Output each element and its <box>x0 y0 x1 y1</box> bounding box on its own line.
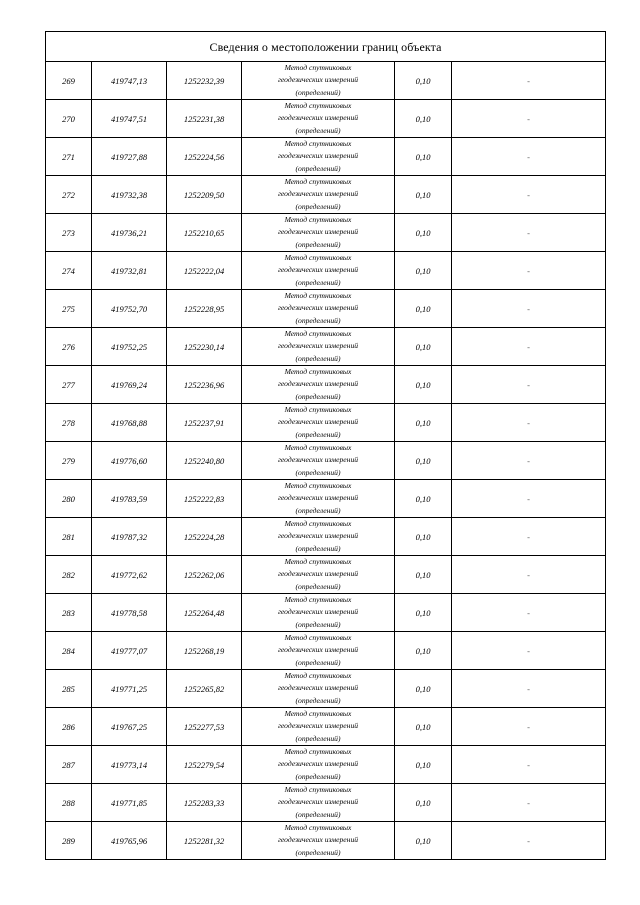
coordinate-x: 419778,58 <box>92 594 167 632</box>
accuracy-value: 0,10 <box>395 214 452 252</box>
coordinate-x: 419747,51 <box>92 100 167 138</box>
table-row <box>46 670 606 708</box>
accuracy-value: 0,10 <box>395 290 452 328</box>
method-line: геодезических измерений <box>277 265 359 275</box>
table-row <box>46 62 606 100</box>
method-line: Метод спутниковых <box>284 519 352 529</box>
determination-method <box>242 252 395 290</box>
determination-method <box>242 518 395 556</box>
point-number: 277 <box>46 366 92 404</box>
method-line: Метод спутниковых <box>284 215 352 225</box>
coordinate-y: 1252222,83 <box>167 480 242 518</box>
accuracy-value: 0,10 <box>395 556 452 594</box>
coordinate-x: 419787,32 <box>92 518 167 556</box>
determination-method <box>242 784 395 822</box>
method-line: Метод спутниковых <box>284 823 352 833</box>
table-row <box>46 784 606 822</box>
point-description: - <box>452 480 606 518</box>
point-number: 281 <box>46 518 92 556</box>
point-number: 270 <box>46 100 92 138</box>
accuracy-value: 0,10 <box>395 632 452 670</box>
coordinate-x: 419736,21 <box>92 214 167 252</box>
method-line: геодезических измерений <box>277 721 359 731</box>
point-description: - <box>452 556 606 594</box>
point-description: - <box>452 100 606 138</box>
coordinate-x: 419752,70 <box>92 290 167 328</box>
table-row <box>46 252 606 290</box>
table-row <box>46 556 606 594</box>
method-line: (определений) <box>295 695 341 705</box>
table-row <box>46 328 606 366</box>
method-line: (определений) <box>295 809 341 819</box>
coordinate-y: 1252262,06 <box>167 556 242 594</box>
coordinate-x: 419727,88 <box>92 138 167 176</box>
method-line: геодезических измерений <box>277 113 359 123</box>
point-number: 274 <box>46 252 92 290</box>
coordinate-x: 419771,85 <box>92 784 167 822</box>
coordinate-y: 1252222,04 <box>167 252 242 290</box>
boundary-points-table <box>45 31 606 860</box>
coordinate-x: 419767,25 <box>92 708 167 746</box>
point-description: - <box>452 214 606 252</box>
point-description: - <box>452 442 606 480</box>
point-number: 279 <box>46 442 92 480</box>
determination-method <box>242 746 395 784</box>
method-line: Метод спутниковых <box>284 139 352 149</box>
method-line: Метод спутниковых <box>284 291 352 301</box>
point-description: - <box>452 176 606 214</box>
method-line: Метод спутниковых <box>284 785 352 795</box>
method-line: Метод спутниковых <box>284 709 352 719</box>
coordinate-y: 1252268,19 <box>167 632 242 670</box>
coordinate-y: 1252231,38 <box>167 100 242 138</box>
coordinate-x: 419776,60 <box>92 442 167 480</box>
method-line: геодезических измерений <box>277 835 359 845</box>
coordinate-x: 419772,62 <box>92 556 167 594</box>
table-row <box>46 594 606 632</box>
method-line: (определений) <box>295 353 341 363</box>
coordinate-x: 419769,24 <box>92 366 167 404</box>
method-line: геодезических измерений <box>277 417 359 427</box>
point-description: - <box>452 746 606 784</box>
coordinate-y: 1252281,32 <box>167 822 242 860</box>
point-number: 280 <box>46 480 92 518</box>
method-line: геодезических измерений <box>277 189 359 199</box>
method-line: (определений) <box>295 391 341 401</box>
method-line: (определений) <box>295 505 341 515</box>
coordinate-y: 1252277,53 <box>167 708 242 746</box>
coordinate-y: 1252236,96 <box>167 366 242 404</box>
method-line: (определений) <box>295 201 341 211</box>
accuracy-value: 0,10 <box>395 366 452 404</box>
point-number: 286 <box>46 708 92 746</box>
coordinate-y: 1252224,56 <box>167 138 242 176</box>
method-line: геодезических измерений <box>277 341 359 351</box>
point-number: 272 <box>46 176 92 214</box>
method-line: (определений) <box>295 163 341 173</box>
accuracy-value: 0,10 <box>395 404 452 442</box>
coordinate-y: 1252265,82 <box>167 670 242 708</box>
coordinate-y: 1252283,33 <box>167 784 242 822</box>
coordinate-y: 1252210,65 <box>167 214 242 252</box>
determination-method <box>242 366 395 404</box>
table-row <box>46 632 606 670</box>
point-number: 276 <box>46 328 92 366</box>
coordinate-y: 1252279,54 <box>167 746 242 784</box>
point-number: 288 <box>46 784 92 822</box>
coordinate-y: 1252240,80 <box>167 442 242 480</box>
point-number: 273 <box>46 214 92 252</box>
determination-method <box>242 62 395 100</box>
method-line: (определений) <box>295 239 341 249</box>
method-line: (определений) <box>295 277 341 287</box>
point-description: - <box>452 708 606 746</box>
method-line: геодезических измерений <box>277 227 359 237</box>
accuracy-value: 0,10 <box>395 138 452 176</box>
accuracy-value: 0,10 <box>395 784 452 822</box>
coordinate-x: 419771,25 <box>92 670 167 708</box>
coordinate-x: 419768,88 <box>92 404 167 442</box>
accuracy-value: 0,10 <box>395 328 452 366</box>
method-line: геодезических измерений <box>277 455 359 465</box>
accuracy-value: 0,10 <box>395 708 452 746</box>
table-title: Сведения о местоположении границ объекта <box>46 32 606 62</box>
coordinate-y: 1252209,50 <box>167 176 242 214</box>
coordinate-x: 419752,25 <box>92 328 167 366</box>
point-description: - <box>452 366 606 404</box>
method-line: Метод спутниковых <box>284 101 352 111</box>
point-description: - <box>452 290 606 328</box>
table-row <box>46 100 606 138</box>
coordinate-y: 1252228,95 <box>167 290 242 328</box>
point-description: - <box>452 252 606 290</box>
point-number: 275 <box>46 290 92 328</box>
determination-method <box>242 480 395 518</box>
method-line: геодезических измерений <box>277 75 359 85</box>
method-line: Метод спутниковых <box>284 367 352 377</box>
point-description: - <box>452 518 606 556</box>
coordinate-x: 419732,38 <box>92 176 167 214</box>
coordinate-y: 1252224,28 <box>167 518 242 556</box>
point-description: - <box>452 784 606 822</box>
method-line: Метод спутниковых <box>284 63 352 73</box>
method-line: геодезических измерений <box>277 493 359 503</box>
coordinate-x: 419747,13 <box>92 62 167 100</box>
coordinate-x: 419732,81 <box>92 252 167 290</box>
accuracy-value: 0,10 <box>395 176 452 214</box>
method-line: Метод спутниковых <box>284 595 352 605</box>
determination-method <box>242 556 395 594</box>
method-line: геодезических измерений <box>277 683 359 693</box>
coordinate-y: 1252230,14 <box>167 328 242 366</box>
table-row <box>46 746 606 784</box>
table-row <box>46 442 606 480</box>
method-line: геодезических измерений <box>277 607 359 617</box>
method-line: (определений) <box>295 847 341 857</box>
table-row <box>46 290 606 328</box>
accuracy-value: 0,10 <box>395 442 452 480</box>
method-line: (определений) <box>295 581 341 591</box>
coordinate-x: 419773,14 <box>92 746 167 784</box>
point-number: 271 <box>46 138 92 176</box>
coordinate-y: 1252264,48 <box>167 594 242 632</box>
table-row <box>46 214 606 252</box>
method-line: геодезических измерений <box>277 303 359 313</box>
method-line: Метод спутниковых <box>284 633 352 643</box>
method-line: геодезических измерений <box>277 569 359 579</box>
coordinate-x: 419777,07 <box>92 632 167 670</box>
accuracy-value: 0,10 <box>395 480 452 518</box>
method-line: (определений) <box>295 543 341 553</box>
coordinate-y: 1252237,91 <box>167 404 242 442</box>
point-description: - <box>452 670 606 708</box>
point-description: - <box>452 138 606 176</box>
point-description: - <box>452 404 606 442</box>
method-line: (определений) <box>295 125 341 135</box>
table-row <box>46 822 606 860</box>
point-description: - <box>452 594 606 632</box>
determination-method <box>242 290 395 328</box>
point-number: 287 <box>46 746 92 784</box>
table-row <box>46 176 606 214</box>
method-line: (определений) <box>295 733 341 743</box>
method-line: (определений) <box>295 315 341 325</box>
coordinate-y: 1252232,39 <box>167 62 242 100</box>
accuracy-value: 0,10 <box>395 100 452 138</box>
method-line: геодезических измерений <box>277 151 359 161</box>
method-line: Метод спутниковых <box>284 671 352 681</box>
point-number: 283 <box>46 594 92 632</box>
accuracy-value: 0,10 <box>395 62 452 100</box>
accuracy-value: 0,10 <box>395 670 452 708</box>
point-number: 269 <box>46 62 92 100</box>
table-row <box>46 138 606 176</box>
determination-method <box>242 176 395 214</box>
determination-method <box>242 214 395 252</box>
point-description: - <box>452 328 606 366</box>
method-line: Метод спутниковых <box>284 481 352 491</box>
method-line: Метод спутниковых <box>284 253 352 263</box>
determination-method <box>242 138 395 176</box>
method-line: (определений) <box>295 429 341 439</box>
determination-method <box>242 708 395 746</box>
method-line: Метод спутниковых <box>284 329 352 339</box>
accuracy-value: 0,10 <box>395 822 452 860</box>
determination-method <box>242 100 395 138</box>
accuracy-value: 0,10 <box>395 594 452 632</box>
method-line: (определений) <box>295 467 341 477</box>
method-line: геодезических измерений <box>277 531 359 541</box>
method-line: (определений) <box>295 87 341 97</box>
table-row <box>46 708 606 746</box>
point-description: - <box>452 632 606 670</box>
coordinate-x: 419765,96 <box>92 822 167 860</box>
method-line: Метод спутниковых <box>284 747 352 757</box>
table-row <box>46 480 606 518</box>
point-description: - <box>452 62 606 100</box>
table-row <box>46 518 606 556</box>
method-line: Метод спутниковых <box>284 177 352 187</box>
table-row <box>46 366 606 404</box>
table-row <box>46 404 606 442</box>
determination-method <box>242 632 395 670</box>
determination-method <box>242 670 395 708</box>
method-line: (определений) <box>295 619 341 629</box>
accuracy-value: 0,10 <box>395 746 452 784</box>
method-line: (определений) <box>295 771 341 781</box>
determination-method <box>242 328 395 366</box>
method-line: Метод спутниковых <box>284 405 352 415</box>
accuracy-value: 0,10 <box>395 518 452 556</box>
boundary-info-sheet <box>45 31 605 860</box>
method-line: геодезических измерений <box>277 645 359 655</box>
method-line: геодезических измерений <box>277 759 359 769</box>
point-number: 285 <box>46 670 92 708</box>
method-line: Метод спутниковых <box>284 443 352 453</box>
method-line: геодезических измерений <box>277 797 359 807</box>
determination-method <box>242 442 395 480</box>
point-number: 289 <box>46 822 92 860</box>
point-number: 282 <box>46 556 92 594</box>
point-number: 284 <box>46 632 92 670</box>
determination-method <box>242 404 395 442</box>
determination-method <box>242 822 395 860</box>
method-line: геодезических измерений <box>277 379 359 389</box>
coordinate-x: 419783,59 <box>92 480 167 518</box>
point-description: - <box>452 822 606 860</box>
determination-method <box>242 594 395 632</box>
method-line: Метод спутниковых <box>284 557 352 567</box>
accuracy-value: 0,10 <box>395 252 452 290</box>
point-number: 278 <box>46 404 92 442</box>
method-line: (определений) <box>295 657 341 667</box>
